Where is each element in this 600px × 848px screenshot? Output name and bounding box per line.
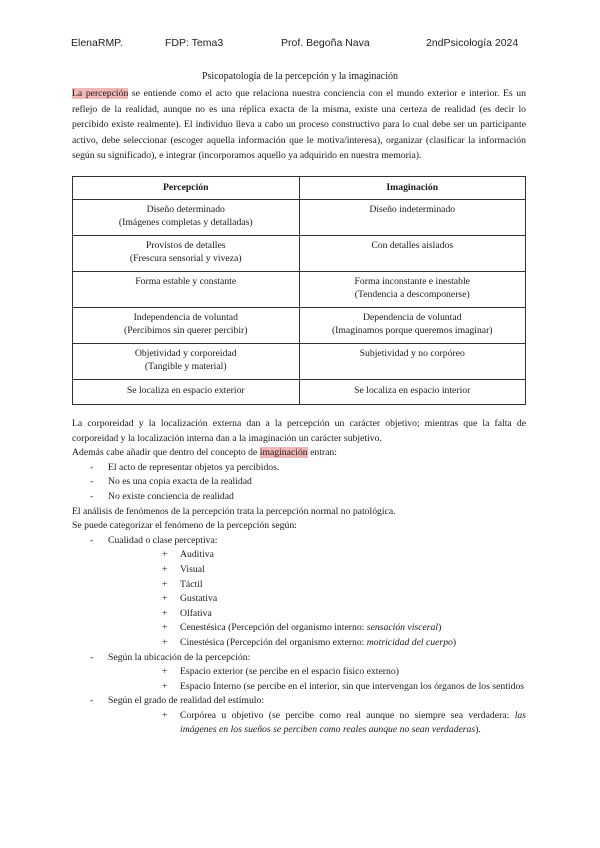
table-cell xyxy=(73,272,300,308)
comparison-table xyxy=(72,176,526,405)
page-title: Psicopatología de la percepción y la imaginación xyxy=(201,71,399,82)
intro-paragraph xyxy=(72,86,526,164)
text-span: Corpórea u objetivo (se percibe como real aunque no siempre sea verdadera: xyxy=(180,709,515,721)
list-item: + Auditiva xyxy=(108,548,526,563)
list-item: - No existe conciencia de realidad xyxy=(72,490,526,505)
list-item xyxy=(108,709,526,738)
table-row xyxy=(73,200,526,236)
list-label: Según la ubicación de la percepción: xyxy=(108,651,251,663)
text-span: Cenestésica (Percepción del organismo interno: xyxy=(180,622,367,634)
table-cell xyxy=(299,308,526,344)
table-header-percepcion: Percepción xyxy=(73,177,300,200)
table-cell xyxy=(73,200,300,236)
list-item: - El acto de representar objetos ya percibidos. xyxy=(72,461,526,476)
table-cell xyxy=(299,344,526,380)
list-item-ubicacion xyxy=(72,651,526,695)
paragraph-imaginacion xyxy=(72,446,526,461)
italic-text: sensación visceral xyxy=(366,622,439,634)
cell-line: Diseño determinado xyxy=(146,204,225,215)
list-item: + Gustativa xyxy=(108,592,526,607)
text-span: Cinestésica (Percepción del organismo externo: xyxy=(180,636,367,648)
list-item-realidad xyxy=(72,694,526,738)
cell-line: Dependencia de voluntad xyxy=(363,312,462,323)
imagination-list xyxy=(72,461,526,505)
cell-line: Con detalles aislados xyxy=(371,240,454,251)
sublist-ubicacion xyxy=(108,665,526,694)
text-span: ) xyxy=(452,636,457,648)
cell-line: (Frescura sensorial y viveza) xyxy=(129,252,242,264)
list-label: Cualidad o clase perceptiva: xyxy=(108,534,218,546)
cell-line: Forma estable y constante xyxy=(135,276,237,287)
list-item: + Visual xyxy=(108,563,526,578)
highlight-imaginacion: imaginación xyxy=(259,447,308,459)
table-cell xyxy=(73,236,300,272)
cell-line: Se localiza en espacio exterior xyxy=(126,385,245,396)
header-author: ElenaRMP. xyxy=(71,37,123,49)
table-header-imaginacion: Imaginación xyxy=(299,177,526,200)
paragraph-corporeidad: La corporeidad y la localización externa dan a la percepción un carácter objetivo; mientras que la falta de corporeidad y la localización interna dan a la imaginación un carácter subjetivo. xyxy=(72,418,526,444)
cell-line: Diseño indeterminado xyxy=(369,204,456,215)
cell-line: Provistos de detalles xyxy=(145,240,226,251)
list-item-cualidad xyxy=(72,534,526,651)
cell-line: (Tangible y material) xyxy=(144,360,227,372)
cell-line: Forma inconstante e inestable xyxy=(354,276,470,287)
text-span: Además cabe añadir que dentro del concepto de xyxy=(72,447,260,459)
paragraph-categorizar: Se puede categorizar el fenómeno de la percepción según: xyxy=(72,520,297,532)
body-section xyxy=(72,417,526,738)
cell-line: (Percibimos sin querer percibir) xyxy=(124,324,248,336)
table-row xyxy=(73,308,526,344)
table-cell xyxy=(299,200,526,236)
table-cell xyxy=(73,308,300,344)
table-cell xyxy=(299,380,526,405)
list-label: Según el grado de realidad del estímulo: xyxy=(108,695,265,707)
intro-text: se entiende como el acto que relaciona nuestra conciencia con el mundo exterior e interior. Es un reflejo de la realidad, aunque no es una réplica exacta de la misma, existe una certeza de realidad (es decir lo percibido existe realmente). El individuo lleva a cabo un proceso constructivo para lo cual debe ser un participante activo, debe seleccionar (escoger aquella información que le motiva/interesa), organizar (clasificar la información según su significado), e integrar (incorporamos aquello ya adquirido en nuestra memoria). xyxy=(72,88,526,162)
list-item: + Espacio exterior (se percibe en el espacio físico externo) xyxy=(108,665,526,680)
table-row xyxy=(73,272,526,308)
highlight-percepcion: La percepción xyxy=(72,88,129,99)
text-span: entran: xyxy=(307,447,337,459)
table-row xyxy=(73,236,526,272)
list-item: + Espacio Interno (se percibe en el interior, sin que intervengan los órganos de los sentidos xyxy=(108,680,526,695)
table-row xyxy=(73,380,526,405)
text-span: ). xyxy=(475,724,481,736)
header-subject: FDP: Tema3 xyxy=(165,37,224,49)
cell-line: Se localiza en espacio interior xyxy=(354,385,471,396)
header-course: 2ndPsicología 2024 xyxy=(426,37,519,49)
italic-text: motricidad del cuerpo xyxy=(366,636,453,648)
list-item: + Táctil xyxy=(108,578,526,593)
table-cell xyxy=(73,380,300,405)
cell-line: (Imaginamos porque queremos imaginar) xyxy=(331,324,493,336)
cell-line: Objetividad y corporeidad xyxy=(134,348,237,359)
list-item xyxy=(108,621,526,636)
cell-line: Subjetividad y no corpóreo xyxy=(359,348,465,359)
table-cell xyxy=(299,236,526,272)
list-item xyxy=(108,636,526,651)
sublist-cualidad xyxy=(108,548,526,650)
table-cell xyxy=(73,344,300,380)
cell-line: Independencia de voluntad xyxy=(133,312,238,323)
table-cell xyxy=(299,272,526,308)
header-professor: Prof. Begoña Nava xyxy=(281,37,370,49)
category-list xyxy=(72,534,526,738)
table-header-row xyxy=(73,177,526,200)
italic-text: las imágenes en los sueños se perciben como reales aunque no sean verdaderas xyxy=(180,709,526,736)
text-span: ) xyxy=(438,622,442,634)
cell-line: (Tendencia a descomponerse) xyxy=(354,288,470,300)
sublist-realidad xyxy=(108,709,526,738)
list-item: + Olfativa xyxy=(108,607,526,622)
cell-line: (Imágenes completas y detalladas) xyxy=(118,216,253,228)
paragraph-analisis: El análisis de fenómenos de la percepción trata la percepción normal no patológica. xyxy=(72,505,396,517)
table-row xyxy=(73,344,526,380)
list-item: - No es una copia exacta de la realidad xyxy=(72,475,526,490)
